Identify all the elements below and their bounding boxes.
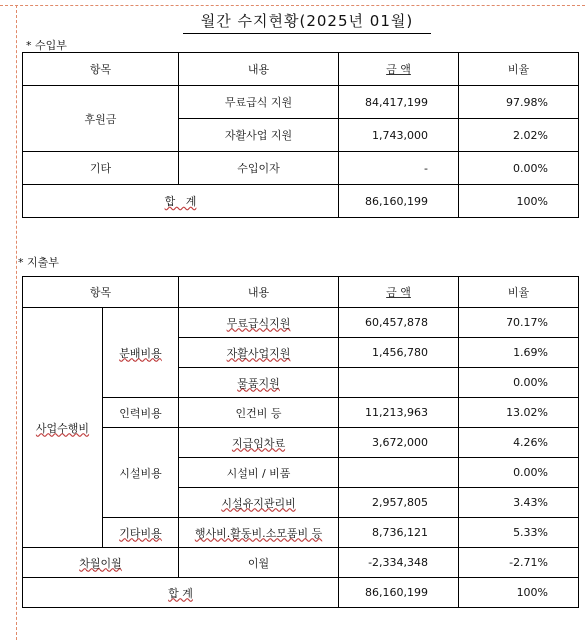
table-row xyxy=(23,428,579,458)
row-ratio: 5.33% xyxy=(459,518,579,548)
header-content: 내용 xyxy=(179,53,339,86)
row-content: 행사비.활동비.소모품비 등 xyxy=(194,526,323,540)
row-amount: -2,334,348 xyxy=(339,548,459,578)
main-item-cell: 사업수행비 xyxy=(35,421,90,435)
group-personnel: 인력비용 xyxy=(103,398,179,428)
group-other: 기타비용 xyxy=(119,526,162,540)
income-header-row xyxy=(23,53,579,86)
row-content: 자활사업지원 xyxy=(226,346,291,360)
sponsorship-cell: 후원금 xyxy=(23,86,179,152)
page-border-left xyxy=(16,5,17,640)
row-ratio: 0.00% xyxy=(459,368,579,398)
income-section-label: * 수입부 xyxy=(26,39,67,52)
income-table xyxy=(22,52,579,218)
row-content: 자활사업 지원 xyxy=(179,119,339,152)
total-ratio: 100% xyxy=(459,185,579,218)
row-content: 무료급식지원 xyxy=(226,316,291,330)
expense-table xyxy=(22,276,579,608)
row-ratio: 4.26% xyxy=(459,428,579,458)
row-ratio: 2.02% xyxy=(459,119,579,152)
row-content: 인건비 등 xyxy=(179,398,339,428)
row-amount: 84,417,199 xyxy=(339,86,459,119)
income-total-row xyxy=(23,185,579,218)
header-item: 항목 xyxy=(23,277,179,308)
expense-header-row xyxy=(23,277,579,308)
row-amount: 8,736,121 xyxy=(339,518,459,548)
table-row xyxy=(23,152,579,185)
row-content: 시설비 / 비품 xyxy=(179,458,339,488)
table-row xyxy=(23,86,579,119)
header-amount: 금 액 xyxy=(386,63,411,76)
total-label: 합 계 xyxy=(168,586,193,600)
page-border-top xyxy=(0,5,585,6)
row-content: 수입이자 xyxy=(179,152,339,185)
row-ratio: 0.00% xyxy=(459,458,579,488)
row-amount: 2,957,805 xyxy=(339,488,459,518)
row-ratio: -2.71% xyxy=(459,548,579,578)
table-row xyxy=(23,308,579,338)
total-ratio: 100% xyxy=(459,578,579,608)
row-content: 지급임차료 xyxy=(231,436,286,450)
header-ratio: 비율 xyxy=(459,277,579,308)
row-amount: - xyxy=(339,152,459,185)
row-content: 무료급식 지원 xyxy=(179,86,339,119)
row-ratio: 97.98% xyxy=(459,86,579,119)
header-content: 내용 xyxy=(179,277,339,308)
group-distribution: 분배비용 xyxy=(119,346,162,360)
row-amount: 1,743,000 xyxy=(339,119,459,152)
row-ratio: 13.02% xyxy=(459,398,579,428)
row-ratio: 1.69% xyxy=(459,338,579,368)
row-ratio: 3.43% xyxy=(459,488,579,518)
row-amount: 11,213,963 xyxy=(339,398,459,428)
expense-section-label: * 지출부 xyxy=(18,256,59,269)
row-amount: 60,457,878 xyxy=(339,308,459,338)
total-amount: 86,160,199 xyxy=(339,185,459,218)
row-amount xyxy=(339,368,459,398)
row-ratio: 0.00% xyxy=(459,152,579,185)
expense-total-row xyxy=(23,578,579,608)
row-ratio: 70.17% xyxy=(459,308,579,338)
other-item: 기타 xyxy=(23,152,179,185)
carryover-item: 차월이월 xyxy=(79,556,122,570)
row-amount xyxy=(339,458,459,488)
total-label: 합 계 xyxy=(164,195,197,208)
row-content: 이월 xyxy=(179,548,339,578)
document-title: 월간 수지현황(2025년 01월) xyxy=(183,10,431,34)
header-amount: 금 액 xyxy=(386,286,411,299)
carryover-row xyxy=(23,548,579,578)
group-facility: 시설비용 xyxy=(103,428,179,518)
row-amount: 3,672,000 xyxy=(339,428,459,458)
row-content: 물품지원 xyxy=(237,376,280,390)
row-content: 시설유지관리비 xyxy=(221,496,296,510)
table-row xyxy=(23,398,579,428)
total-amount: 86,160,199 xyxy=(339,578,459,608)
table-row xyxy=(23,518,579,548)
row-amount: 1,456,780 xyxy=(339,338,459,368)
header-item: 항목 xyxy=(23,53,179,86)
header-ratio: 비율 xyxy=(459,53,579,86)
